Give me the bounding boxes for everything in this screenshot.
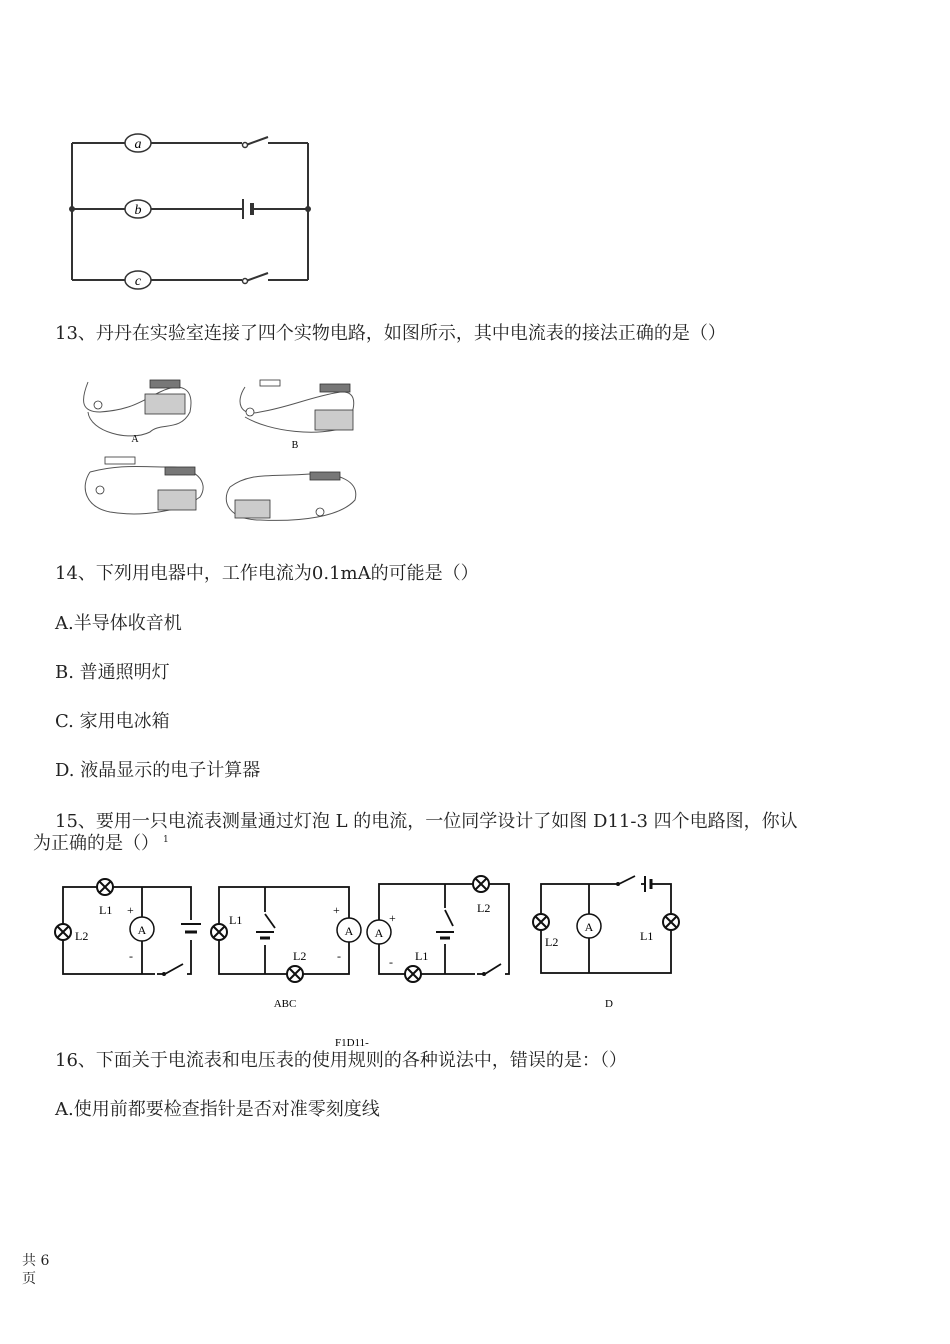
question-14-text: 14、下列用电器中，工作电流为0.1mA的可能是（） xyxy=(55,563,479,584)
meter-label-c: c xyxy=(134,274,142,289)
diagram-d-meter: A xyxy=(584,920,594,934)
meter-label-b: b xyxy=(134,203,142,218)
figure-caption-abc: ABC xyxy=(273,998,297,1010)
question-16-text: 16、下面关于电流表和电压表的使用规则的各种说法中，错误的是：（） xyxy=(55,1050,627,1071)
diagram-d-l2: L2 xyxy=(545,935,559,949)
diagram-b-minus: - xyxy=(337,949,341,963)
diagram-a-l1: L1 xyxy=(99,903,113,917)
diagram-b-l1: L1 xyxy=(229,913,243,927)
q14-option-a: A.半导体收音机 xyxy=(55,613,182,634)
question-15-line1: 15、要用一只电流表测量通过灯泡 L 的电流，一位同学设计了如图 D11-3 四个电路图，你认 xyxy=(55,811,798,832)
diagram-d-l1: L1 xyxy=(640,929,654,943)
figure-caption-d: D xyxy=(605,998,613,1010)
diagram-b-meter: A xyxy=(344,924,354,938)
diagram-c-l1: L1 xyxy=(415,949,429,963)
photo-label-b: B xyxy=(291,440,299,451)
diagram-a-l2: L2 xyxy=(75,929,89,943)
figure-reference: F1D11- xyxy=(335,1037,369,1049)
diagram-c-meter: A xyxy=(374,926,384,940)
diagram-a-plus: + xyxy=(127,903,134,917)
question-13-text: 13、丹丹在实验室连接了四个实物电路，如图所示，其中电流表的接法正确的是（） xyxy=(55,323,726,344)
physical-circuits-photo xyxy=(70,372,370,530)
circuit-figure-abc xyxy=(60,125,320,295)
page-count-line1: 共 6 xyxy=(22,1253,50,1269)
superscript-note: 1 xyxy=(163,835,169,845)
photo-label-a: A xyxy=(131,434,139,445)
q14-option-d: D. 液晶显示的电子计算器 xyxy=(55,760,261,781)
diagram-c-minus: - xyxy=(389,955,393,969)
q16-option-a: A.使用前都要检查指针是否对准零刻度线 xyxy=(55,1099,380,1120)
diagram-b-plus: + xyxy=(333,903,340,917)
page-count-footer xyxy=(22,1252,49,1288)
circuit-figures-d11-3 xyxy=(45,870,695,1050)
diagram-b-l2: L2 xyxy=(293,949,307,963)
diagram-c-l2: L2 xyxy=(477,901,491,915)
q14-option-c: C. 家用电冰箱 xyxy=(55,711,170,732)
diagram-c-plus: + xyxy=(389,911,396,925)
diagram-a-meter: A xyxy=(137,923,147,937)
meter-label-a: a xyxy=(134,137,142,152)
question-15-line2 xyxy=(33,833,169,855)
diagram-a-minus: - xyxy=(129,949,133,963)
question-15-line2-text: 为正确的是（） xyxy=(33,833,159,854)
page-count-line2: 页 xyxy=(22,1271,36,1287)
q14-option-b: B. 普通照明灯 xyxy=(55,662,170,683)
